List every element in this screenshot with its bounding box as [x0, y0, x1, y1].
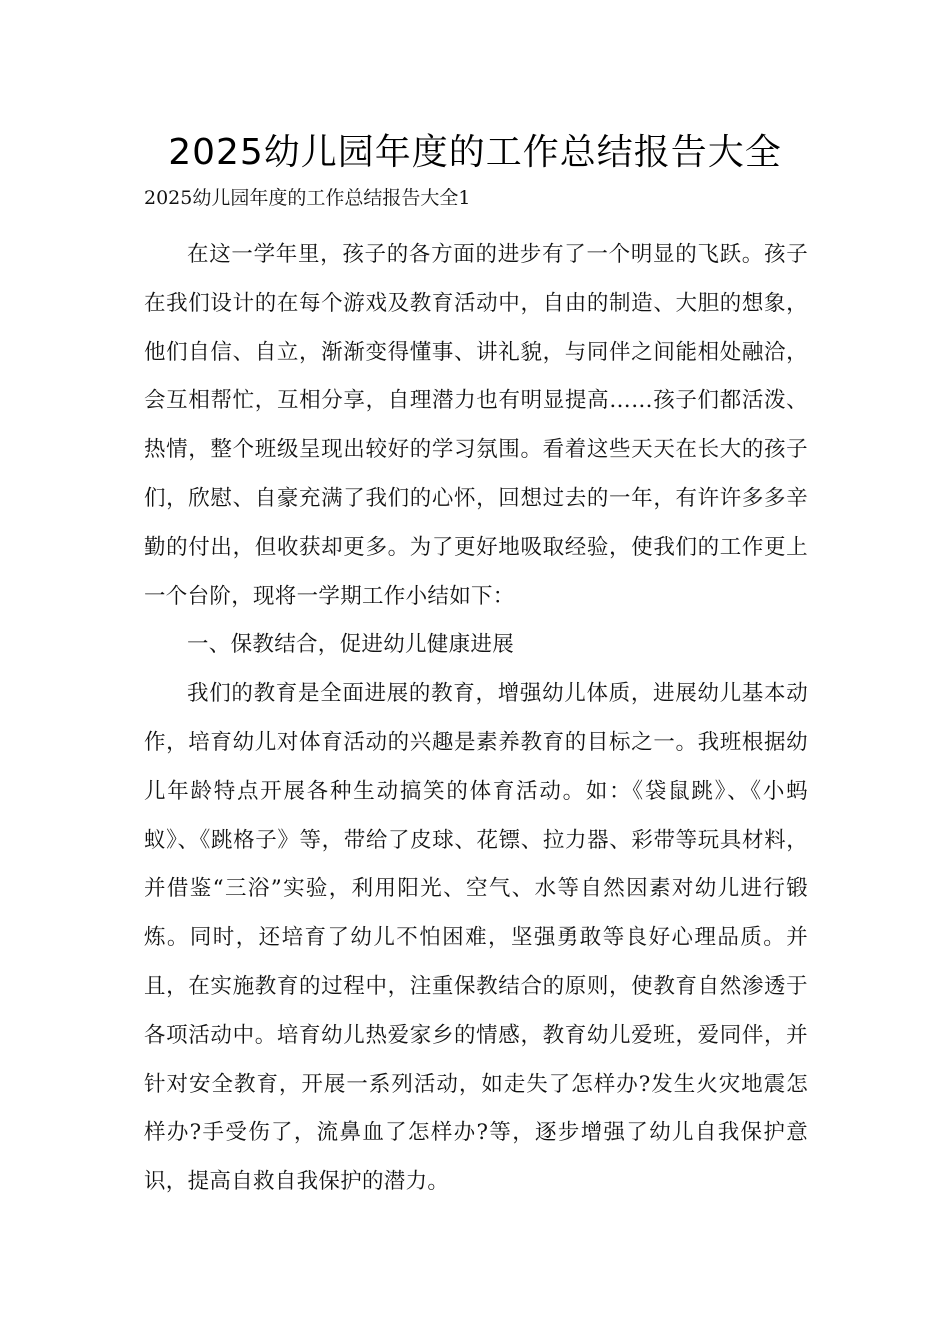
paragraph-intro: 在这一学年里，孩子的各方面的进步有了一个明显的飞跃。孩子在我们设计的在每个游戏及教育活动中，自由的制造、大胆的想象，他们自信、自立，渐渐变得懂事、讲礼貌，与同伴之间能相处融洽，会互相帮忙，互相分享，自理潜力也有明显提高……孩子们都活泼、热情，整个班级呈现出较好的学习氛围。看着这些天天在长大的孩子们，欣慰、自豪充满了我们的心怀，回想过去的一年，有许许多多辛勤的付出，但收获却更多。为了更好地吸取经验，使我们的工作更上一个台阶，现将一学期工作小结如下： — [144, 242, 808, 609]
document-subtitle: 2025幼儿园年度的工作总结报告大全1 — [144, 187, 471, 209]
document-title: 2025幼儿园年度的工作总结报告大全 — [168, 132, 782, 173]
paragraph-section-one: 我们的教育是全面进展的教育，增强幼儿体质，进展幼儿基本动作，培育幼儿对体育活动的兴趣是素养教育的目标之一。我班根据幼儿年龄特点开展各种生动搞笑的体育活动。如：《袋鼠跳》、《小蚂蚁》、《跳格子》等，带给了皮球、花镖、拉力器、彩带等玩具材料，并借鉴“三浴”实验，利用阳光、空气、水等自然因素对幼儿进行锻炼。同时，还培育了幼儿不怕困难，坚强勇敢等良好心理品质。并且，在实施教育的过程中，注重保教结合的原则，使教育自然渗透于各项活动中。培育幼儿热爱家乡的情感，教育幼儿爱班，爱同伴，并针对安全教育，开展一系列活动，如走失了怎样办?发生火灾地震怎样办?手受伤了，流鼻血了怎样办?等，逐步增强了幼儿自我保护意识，提高自救自我保护的潜力。 — [144, 681, 808, 1195]
document-body — [144, 231, 808, 1207]
section-heading: 一、保教结合，促进幼儿健康进展 — [187, 632, 515, 658]
